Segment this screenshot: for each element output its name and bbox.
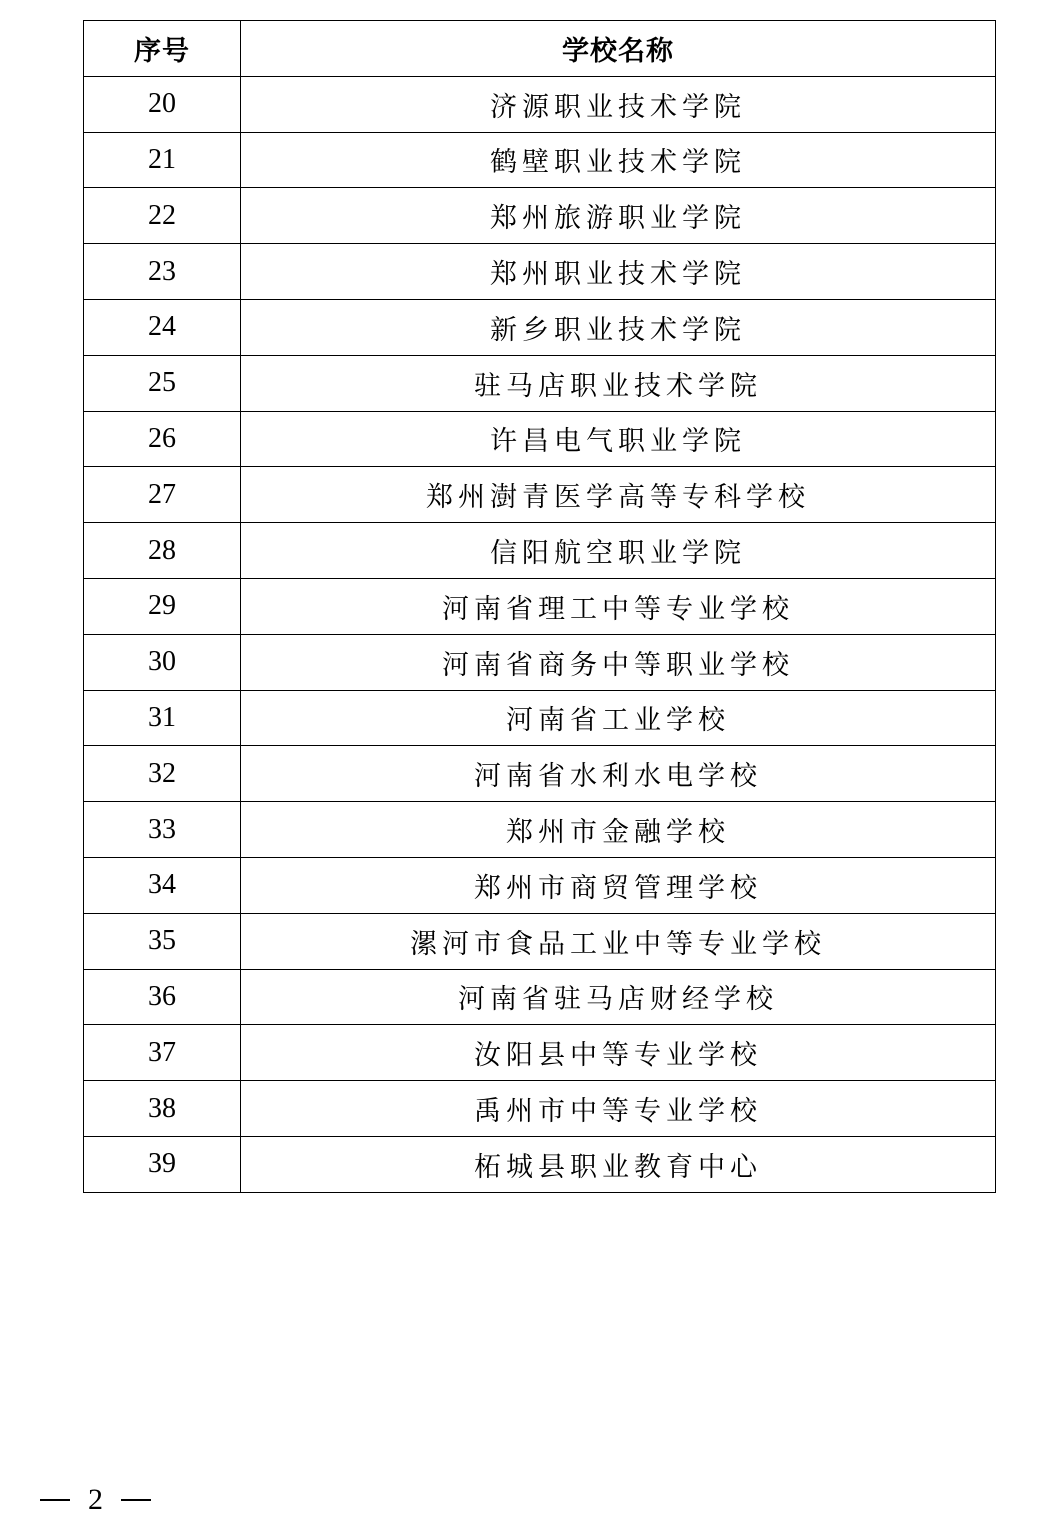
table-row: [84, 523, 996, 579]
table-row: [84, 913, 996, 969]
table-row: [84, 188, 996, 244]
row-number-cell: 38: [84, 1081, 241, 1137]
school-name-cell: 河南省理工中等专业学校: [241, 578, 996, 634]
row-number-cell: 24: [84, 299, 241, 355]
school-name-cell: 郑州职业技术学院: [241, 244, 996, 300]
row-number-cell: 31: [84, 690, 241, 746]
footer-dash-right: [121, 1499, 151, 1501]
school-name-cell: 驻马店职业技术学院: [241, 355, 996, 411]
page-footer: [40, 1483, 151, 1517]
table-row: [84, 299, 996, 355]
school-name-cell: 新乡职业技术学院: [241, 299, 996, 355]
school-name-cell: 郑州澍青医学高等专科学校: [241, 467, 996, 523]
school-name-cell: 禹州市中等专业学校: [241, 1081, 996, 1137]
table-row: [84, 746, 996, 802]
school-name-cell: 信阳航空职业学院: [241, 523, 996, 579]
school-name-cell: 河南省工业学校: [241, 690, 996, 746]
row-number-cell: 30: [84, 634, 241, 690]
school-name-cell: 河南省水利水电学校: [241, 746, 996, 802]
table-row: [84, 1081, 996, 1137]
table-row: [84, 634, 996, 690]
table-row: [84, 969, 996, 1025]
table-header-row: [84, 21, 996, 77]
row-number-cell: 32: [84, 746, 241, 802]
table-body: [84, 76, 996, 1192]
row-number-cell: 28: [84, 523, 241, 579]
page-number: 2: [88, 1483, 103, 1516]
table-row: [84, 411, 996, 467]
table-row: [84, 1136, 996, 1192]
row-number-cell: 34: [84, 857, 241, 913]
table-row: [84, 857, 996, 913]
school-name-cell: 郑州市商贸管理学校: [241, 857, 996, 913]
table-row: [84, 578, 996, 634]
row-number-cell: 39: [84, 1136, 241, 1192]
row-number-cell: 26: [84, 411, 241, 467]
table-row: [84, 467, 996, 523]
school-name-cell: 河南省商务中等职业学校: [241, 634, 996, 690]
footer-dash-left: [40, 1499, 70, 1501]
school-name-cell: 柘城县职业教育中心: [241, 1136, 996, 1192]
school-name-cell: 漯河市食品工业中等专业学校: [241, 913, 996, 969]
row-number-cell: 35: [84, 913, 241, 969]
row-number-cell: 37: [84, 1025, 241, 1081]
school-name-cell: 郑州旅游职业学院: [241, 188, 996, 244]
school-name-cell: 汝阳县中等专业学校: [241, 1025, 996, 1081]
school-list-table: [83, 20, 996, 1193]
row-number-cell: 20: [84, 76, 241, 132]
row-number-cell: 22: [84, 188, 241, 244]
table-row: [84, 132, 996, 188]
school-name-cell: 河南省驻马店财经学校: [241, 969, 996, 1025]
school-name-cell: 郑州市金融学校: [241, 802, 996, 858]
table-row: [84, 690, 996, 746]
row-number-cell: 33: [84, 802, 241, 858]
table-row: [84, 802, 996, 858]
school-name-cell: 济源职业技术学院: [241, 76, 996, 132]
table-row: [84, 76, 996, 132]
row-number-cell: 25: [84, 355, 241, 411]
row-number-cell: 36: [84, 969, 241, 1025]
row-number-cell: 29: [84, 578, 241, 634]
row-number-cell: 23: [84, 244, 241, 300]
column-header-number: 序号: [84, 21, 241, 77]
table-row: [84, 355, 996, 411]
table-row: [84, 244, 996, 300]
column-header-school-name: 学校名称: [241, 21, 996, 77]
school-name-cell: 许昌电气职业学院: [241, 411, 996, 467]
row-number-cell: 27: [84, 467, 241, 523]
table-row: [84, 1025, 996, 1081]
school-name-cell: 鹤壁职业技术学院: [241, 132, 996, 188]
row-number-cell: 21: [84, 132, 241, 188]
